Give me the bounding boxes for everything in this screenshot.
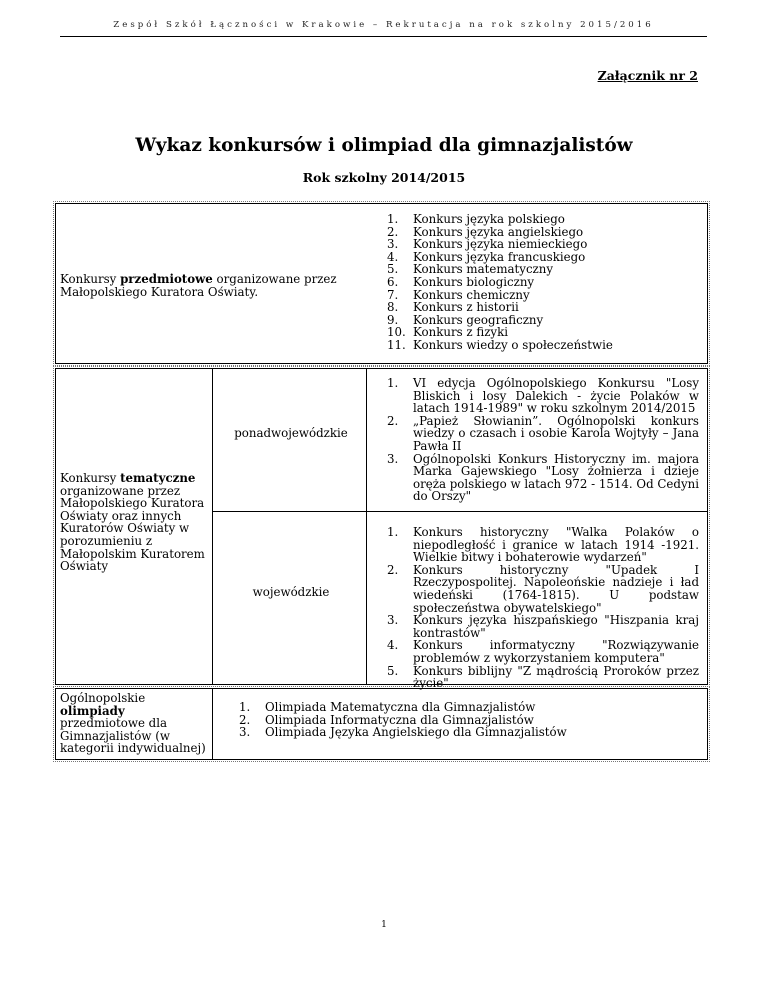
section-label-bold: przedmiotowe [120, 272, 213, 286]
supra-regional-list [387, 377, 699, 503]
list-item-text: Olimpiada Matematyczna dla Gimnazjalistów [265, 700, 536, 714]
list-item-number: 1. [387, 525, 399, 539]
list-item-number: 1. [387, 212, 399, 226]
list-item-text: Konkurs z historii [413, 300, 519, 315]
list-item [387, 614, 699, 639]
list-item [239, 726, 679, 739]
list-item-number: 9. [387, 312, 399, 327]
document-subtitle: Rok szkolny 2014/2015 [302, 170, 466, 185]
list-item-number: 7. [387, 287, 399, 302]
list-item [387, 526, 699, 564]
list-item-text: Olimpiada Języka Angielskiego dla Gimnazjalistów [265, 725, 567, 740]
list-item [387, 415, 699, 453]
section-subject-competitions [55, 203, 708, 364]
list-item-number: 11. [387, 337, 406, 352]
column-divider [212, 689, 213, 759]
list-item-number: 4. [387, 249, 399, 264]
row-divider [212, 511, 708, 512]
section-thematic-competitions [55, 368, 708, 691]
section-label: Konkursy przedmiotowe organizowane przez Małopolskiego Kuratora Oświaty. [60, 272, 337, 299]
list-item-number: 4. [387, 638, 399, 653]
list-item-text: Konkurs języka niemieckiego [413, 237, 588, 252]
olympiads-list [239, 701, 679, 739]
list-item [387, 453, 699, 503]
list-item-text: Konkurs chemiczny [413, 287, 530, 302]
list-item-number: 3. [387, 237, 399, 252]
list-item-text: Konkurs języka hiszpańskiego "Hiszpania kraj kontrastów" [413, 613, 699, 640]
list-item-number: 3. [239, 725, 251, 740]
list-item-text: VI edycja Ogólnopolskiego Konkursu "Losy Bliskich i losy Dalekich - życie Polaków w latach 1914-1989" w roku szkolnym 2014/2015 [413, 376, 699, 416]
list-item-text: Konkurs wiedzy o społeczeństwie [413, 337, 613, 352]
list-item-number: 10. [387, 325, 406, 340]
section-olympiads [55, 688, 708, 760]
document-title: Wykaz konkursów i olimpiad dla gimnazjalistów [135, 135, 633, 156]
regional-list [387, 526, 699, 690]
section-label-bold: olimpiady [60, 703, 125, 718]
list-item [387, 564, 699, 614]
list-item-number: 2. [387, 224, 399, 239]
list-item-text: „Papież Słowianin”. Ogólnopolski konkurs wiedzy o czasach i osobie Karola Wojtyły – Jana Pawła II [413, 413, 699, 453]
list-item-number: 5. [387, 663, 399, 678]
list-item-number: 1. [387, 376, 399, 390]
list-item-number: 1. [239, 700, 251, 714]
page-header: Zespół Szkół Łączności w Krakowie – Rekrutacja na rok szkolny 2015/2016 [113, 20, 654, 30]
list-item-text: Konkurs biblijny "Z mądrością Proroków przez życie" [413, 663, 699, 691]
list-item-text: Ogólnopolski Konkurs Historyczny im. majora Marka Gajewskiego "Losy żołnierza i dzieje oręża polskiego w latach 972 - 1514. Od Cedyni do Orszy" [413, 451, 699, 504]
page-number: 1 [381, 920, 387, 930]
list-item-number: 2. [387, 413, 399, 428]
list-item-text: Olimpiada Informatyczna dla Gimnazjalistów [265, 712, 534, 727]
list-item-number: 2. [239, 712, 251, 727]
list-item [387, 377, 699, 415]
subject-competitions-list [387, 213, 697, 352]
list-item-number: 3. [387, 613, 399, 628]
list-item-number: 3. [387, 451, 399, 466]
list-item-number: 8. [387, 300, 399, 315]
list-item-text: Konkurs języka angielskiego [413, 224, 584, 239]
list-item-number: 6. [387, 274, 399, 289]
list-item-text: Konkurs języka francuskiego [413, 249, 586, 264]
list-item-text: Konkurs z fizyki [413, 325, 509, 340]
list-item-text: Konkurs matematyczny [413, 262, 554, 277]
supra-regional-label: ponadwojewódzkie [234, 426, 348, 440]
list-item [387, 339, 697, 352]
list-item-text: Konkurs historyczny "Walka Polaków o niepodległość i granice w latach 1914 -1921. Wielkie bitwy i bohaterowie wydarzeń" [413, 525, 699, 565]
list-item-text: Konkurs geograficzny [413, 312, 544, 327]
list-item-text: Konkurs historyczny "Upadek I Rzeczypospolitej. Napoleońskie nadzieje i ład wiedeński (1764-1815). U podstaw społeczeństwa obywatelskiego" [413, 562, 699, 615]
regional-label: wojewódzkie [252, 585, 330, 599]
list-item-text: Konkurs języka polskiego [413, 212, 565, 226]
section-label-bold: tematyczne [120, 471, 196, 485]
list-item [387, 665, 699, 690]
section-label: Konkursy tematyczne organizowane przez Małopolskiego Kuratora Oświaty oraz innych Kuratorów Oświaty w porozumieniu z Małopolskim Kuratorem Oświaty [60, 471, 205, 574]
list-item [387, 639, 699, 664]
list-item-number: 5. [387, 262, 399, 277]
annex-label: Załącznik nr 2 [597, 68, 698, 83]
list-item-number: 2. [387, 562, 399, 577]
list-item-text: Konkurs informatyczny "Rozwiązywanie problemów z wykorzystaniem komputera" [413, 638, 699, 665]
column-divider [212, 369, 213, 684]
header-rule [60, 36, 707, 37]
section-label: Ogólnopolskie olimpiady przedmiotowe dla Gimnazjalistów (w kategorii indywidualnej) [60, 691, 206, 756]
list-item-text: Konkurs biologiczny [413, 274, 535, 289]
column-divider [366, 369, 367, 684]
